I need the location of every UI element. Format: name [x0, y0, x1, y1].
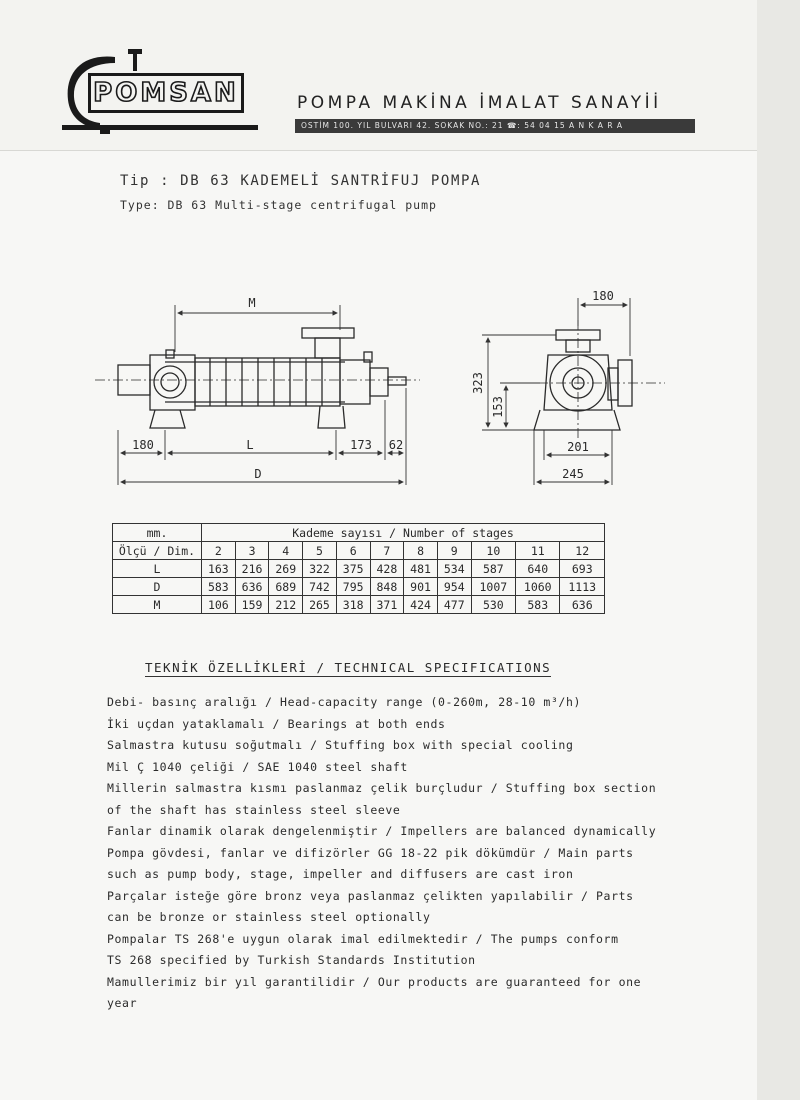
- spec-line: year: [107, 996, 138, 1010]
- spec-line: Salmastra kutusu soğutmalı / Stuffing box with special cooling: [107, 738, 574, 752]
- pump-technical-drawing: [0, 0, 757, 510]
- spec-line: can be bronze or stainless steel optionally: [107, 910, 431, 924]
- table-cell: 424: [404, 596, 438, 614]
- spec-line: İki uçdan yataklamalı / Bearings at both ends: [107, 716, 446, 731]
- table-cell: 742: [303, 578, 337, 596]
- stage-header-cell: 2: [202, 542, 236, 560]
- dim-label-323: 323: [471, 372, 485, 394]
- table-cell: 795: [336, 578, 370, 596]
- dim-label-153: 153: [491, 396, 505, 418]
- dim-header: Ölçü / Dim.: [113, 542, 202, 560]
- dim-label-180-side: 180: [132, 438, 154, 452]
- table-cell: 163: [202, 560, 236, 578]
- dim-label-d: D: [254, 467, 262, 481]
- end-view: [520, 320, 665, 440]
- table-cell: 159: [235, 596, 269, 614]
- unit-cell: mm.: [113, 524, 202, 542]
- spec-line: Mamullerimiz bir yıl garantilidir / Our products are guaranteed for one: [107, 974, 642, 989]
- table-cell: 428: [370, 560, 404, 578]
- title-turkish: Tip : DB 63 KADEMELİ SANTRİFUJ POMPA: [120, 173, 482, 189]
- table-cell: 693: [560, 560, 605, 578]
- table-cell: 322: [303, 560, 337, 578]
- table-cell: 106: [202, 596, 236, 614]
- dim-label-201: 201: [567, 440, 589, 454]
- title-english: Type: DB 63 Multi-stage centrifugal pump: [120, 198, 437, 212]
- table-cell: 587: [471, 560, 515, 578]
- stage-header-cell: 11: [516, 542, 560, 560]
- table-cell: 689: [269, 578, 303, 596]
- row-label: M: [113, 596, 202, 614]
- table-cell: 1007: [471, 578, 515, 596]
- stages-row: [113, 542, 605, 560]
- table-cell: 954: [437, 578, 471, 596]
- dim-label-180-end: 180: [592, 289, 614, 303]
- table-cell: 530: [471, 596, 515, 614]
- table-cell: 636: [235, 578, 269, 596]
- company-name: POMPA MAKİNA İMALAT SANAYİİ: [297, 93, 662, 113]
- spec-line: TS 268 specified by Turkish Standards Institution: [107, 953, 476, 967]
- table-cell: 1060: [516, 578, 560, 596]
- table-cell: 1113: [560, 578, 605, 596]
- table-cell: 371: [370, 596, 404, 614]
- table-cell: 318: [336, 596, 370, 614]
- table-cell: 848: [370, 578, 404, 596]
- dim-label-m: M: [248, 296, 256, 310]
- table-row: [113, 578, 605, 596]
- dimensions-table: [112, 523, 605, 614]
- side-view: [95, 328, 420, 428]
- stage-header-cell: 5: [303, 542, 337, 560]
- table-cell: 212: [269, 596, 303, 614]
- spec-line: Millerin salmastra kısmı paslanmaz çelik burçludur / Stuffing box section: [107, 781, 657, 795]
- spec-line: Pompalar TS 268'e uygun olarak imal edilmektedir / The pumps conform: [107, 931, 619, 946]
- stage-header-cell: 9: [437, 542, 471, 560]
- table-header-row: [113, 524, 605, 542]
- spec-line: such as pump body, stage, impeller and diffusers are cast iron: [107, 867, 574, 881]
- table-cell: 265: [303, 596, 337, 614]
- table-cell: 583: [202, 578, 236, 596]
- stage-header-cell: 6: [336, 542, 370, 560]
- table-row: [113, 596, 605, 614]
- company-address: OSTİM 100. YIL BULVARI 42. SOKAK NO.: 21 ☎: 54 04 15 A N K A R A: [295, 119, 695, 133]
- stage-header-cell: 3: [235, 542, 269, 560]
- table-cell: 269: [269, 560, 303, 578]
- row-label: L: [113, 560, 202, 578]
- stage-header-cell: 12: [560, 542, 605, 560]
- table-cell: 481: [404, 560, 438, 578]
- table-cell: 901: [404, 578, 438, 596]
- table-row: [113, 560, 605, 578]
- spec-line: of the shaft has stainless steel sleeve: [107, 802, 401, 817]
- table-cell: 534: [437, 560, 471, 578]
- table-cell: 636: [560, 596, 605, 614]
- table-cell: 216: [235, 560, 269, 578]
- spec-line: Parçalar isteğe göre bronz veya paslanmaz çelikten yapılabilir / Parts: [107, 888, 634, 903]
- spec-line: Pompa gövdesi, fanlar ve difizörler GG 18-22 pik dökümdür / Main parts: [107, 845, 634, 860]
- table-cell: 640: [516, 560, 560, 578]
- dim-label-173: 173: [350, 438, 372, 452]
- stage-header-cell: 10: [471, 542, 515, 560]
- spec-line: Debi- basınç aralığı / Head-capacity range (0-260m, 28-10 m³/h): [107, 695, 581, 709]
- specs-list: [107, 692, 667, 1015]
- stages-header: Kademe sayısı / Number of stages: [202, 524, 605, 542]
- stage-header-cell: 8: [404, 542, 438, 560]
- dim-label-245: 245: [562, 467, 584, 481]
- dim-label-62: 62: [388, 438, 404, 452]
- table-cell: 375: [336, 560, 370, 578]
- logo-wordmark: POMSAN: [93, 78, 239, 108]
- spec-line: Fanlar dinamik olarak dengelenmiştir / Impellers are balanced dynamically: [107, 824, 657, 838]
- spec-line: Mil Ç 1040 çeliği / SAE 1040 steel shaft: [107, 759, 408, 774]
- stage-header-cell: 4: [269, 542, 303, 560]
- dim-label-l: L: [246, 438, 254, 452]
- specs-heading: TEKNİK ÖZELLİKLERİ / TECHNICAL SPECIFICATIONS: [145, 660, 552, 675]
- table-cell: 477: [437, 596, 471, 614]
- row-label: D: [113, 578, 202, 596]
- table-cell: 583: [516, 596, 560, 614]
- stage-header-cell: 7: [370, 542, 404, 560]
